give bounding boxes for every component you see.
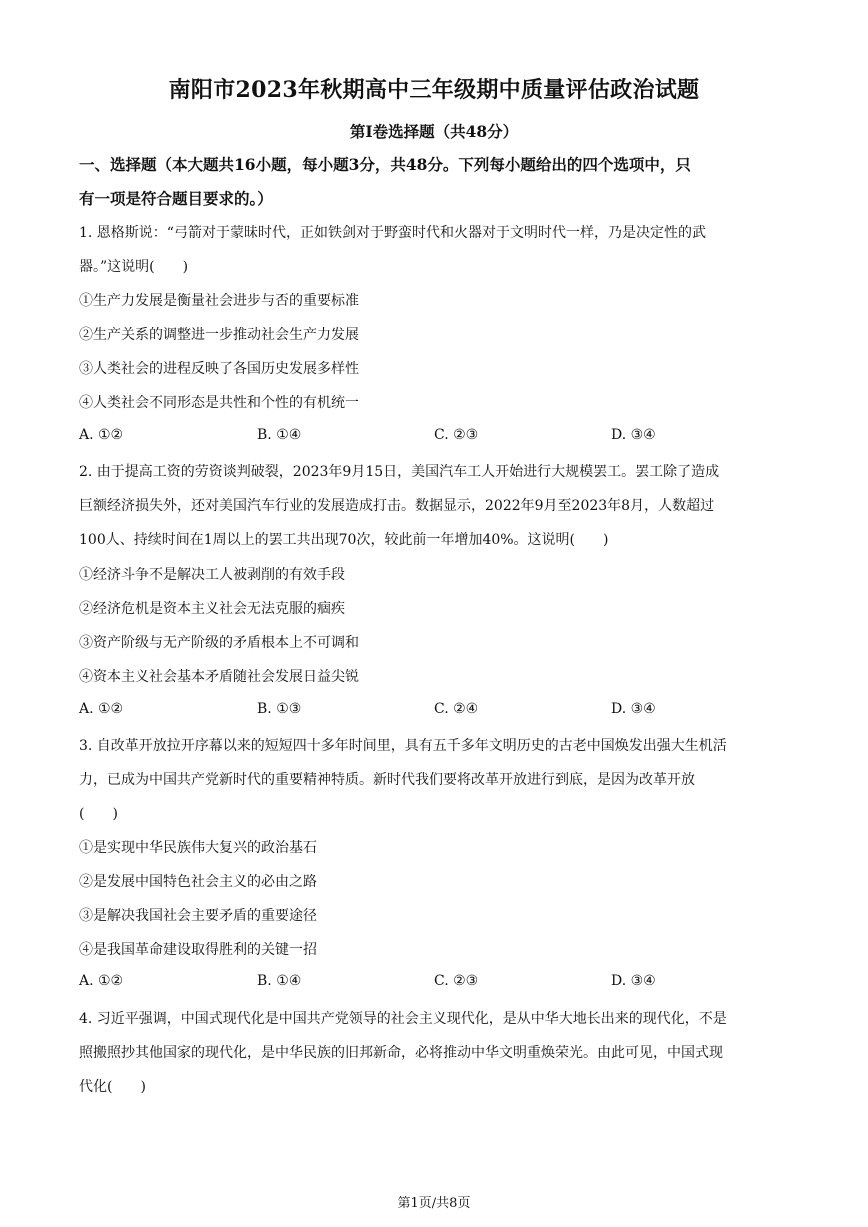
question-3-statement: ②是发展中国特色社会主义的必由之路	[79, 874, 317, 890]
option-b[interactable]: B. ①④	[257, 427, 302, 443]
section-subtitle: 第Ⅰ卷选择题（共48分）	[349, 122, 519, 141]
question-1-statement: ④人类社会不同形态是共性和个性的有机统一	[79, 395, 359, 411]
question-2-statement: ①经济斗争不是解决工人被剥削的有效手段	[79, 567, 345, 583]
question-3-statement: ①是实现中华民族伟大复兴的政治基石	[79, 840, 317, 856]
option-b[interactable]: B. ①④	[257, 973, 302, 989]
exam-title: 南阳市2023年秋期高中三年级期中质量评估政治试题	[168, 77, 700, 103]
question-2-stem-line: 100人、持续时间在1周以上的罢工共出现70次，较此前一年增加40%。这说明( )	[79, 532, 609, 548]
question-3-stem-line: 力，已成为中国共产党新时代的重要精神特质。新时代我们要将改革开放进行到底，是因为改革开放	[79, 772, 695, 788]
question-4-stem-line: 4. 习近平强调，中国式现代化是中国共产党领导的社会主义现代化，是从中华大地长出来的现代化，不是	[79, 1011, 727, 1027]
option-c[interactable]: C. ②③	[434, 427, 479, 443]
question-3-statement: ④是我国革命建设取得胜利的关键一招	[79, 942, 317, 958]
option-d[interactable]: D. ③④	[611, 701, 656, 717]
question-1-statement: ③人类社会的进程反映了各国历史发展多样性	[79, 361, 359, 377]
question-2-statement: ④资本主义社会基本矛盾随社会发展日益尖锐	[79, 669, 359, 685]
question-3-stem-line: 3. 自改革开放拉开序幕以来的短短四十多年时间里，具有五千多年文明历史的古老中国焕发出强大生机活	[79, 738, 727, 754]
question-1-stem-line: 器。”这说明( )	[79, 259, 189, 275]
section-heading-line: 一、选择题（本大题共16小题，每小题3分，共48分。下列每小题给出的四个选项中，只	[79, 155, 691, 174]
question-2-stem-line: 2. 由于提高工资的劳资谈判破裂，2023年9月15日，美国汽车工人开始进行大规模罢工。罢工除了造成	[79, 464, 720, 480]
option-a[interactable]: A. ①②	[79, 427, 124, 443]
question-3-stem-line: ( )	[79, 806, 118, 822]
question-2-stem-line: 巨额经济损失外，还对美国汽车行业的发展造成打击。数据显示，2022年9月至2023年8月，人数超过	[79, 498, 715, 514]
page-footer: 第1页/共8页	[397, 1196, 471, 1211]
option-a[interactable]: A. ①②	[79, 701, 124, 717]
question-2-statement: ②经济危机是资本主义社会无法克服的痼疾	[79, 601, 345, 617]
option-a[interactable]: A. ①②	[79, 973, 124, 989]
section-heading	[79, 148, 789, 216]
question-1-statement: ②生产关系的调整进一步推动社会生产力发展	[79, 327, 359, 343]
option-b[interactable]: B. ①③	[257, 701, 302, 717]
option-c[interactable]: C. ②③	[434, 973, 479, 989]
section-heading-line: 有一项是符合题目要求的。）	[79, 189, 273, 208]
question-3-statement: ③是解决我国社会主要矛盾的重要途径	[79, 908, 317, 924]
option-c[interactable]: C. ②④	[434, 701, 479, 717]
question-4-stem-line: 代化( )	[79, 1079, 146, 1095]
question-2-statement: ③资产阶级与无产阶级的矛盾根本上不可调和	[79, 635, 359, 651]
question-1-statement: ①生产力发展是衡量社会进步与否的重要标准	[79, 293, 359, 309]
question-1-stem-line: 1. 恩格斯说：“弓箭对于蒙昧时代，正如铁剑对于野蛮时代和火器对于文明时代一样，乃是决定性的武	[79, 225, 706, 241]
option-d[interactable]: D. ③④	[611, 427, 656, 443]
question-4-stem-line: 照搬照抄其他国家的现代化，是中华民族的旧邦新命，必将推动中华文明重焕荣光。由此可见，中国式现	[79, 1045, 723, 1061]
option-d[interactable]: D. ③④	[611, 973, 656, 989]
